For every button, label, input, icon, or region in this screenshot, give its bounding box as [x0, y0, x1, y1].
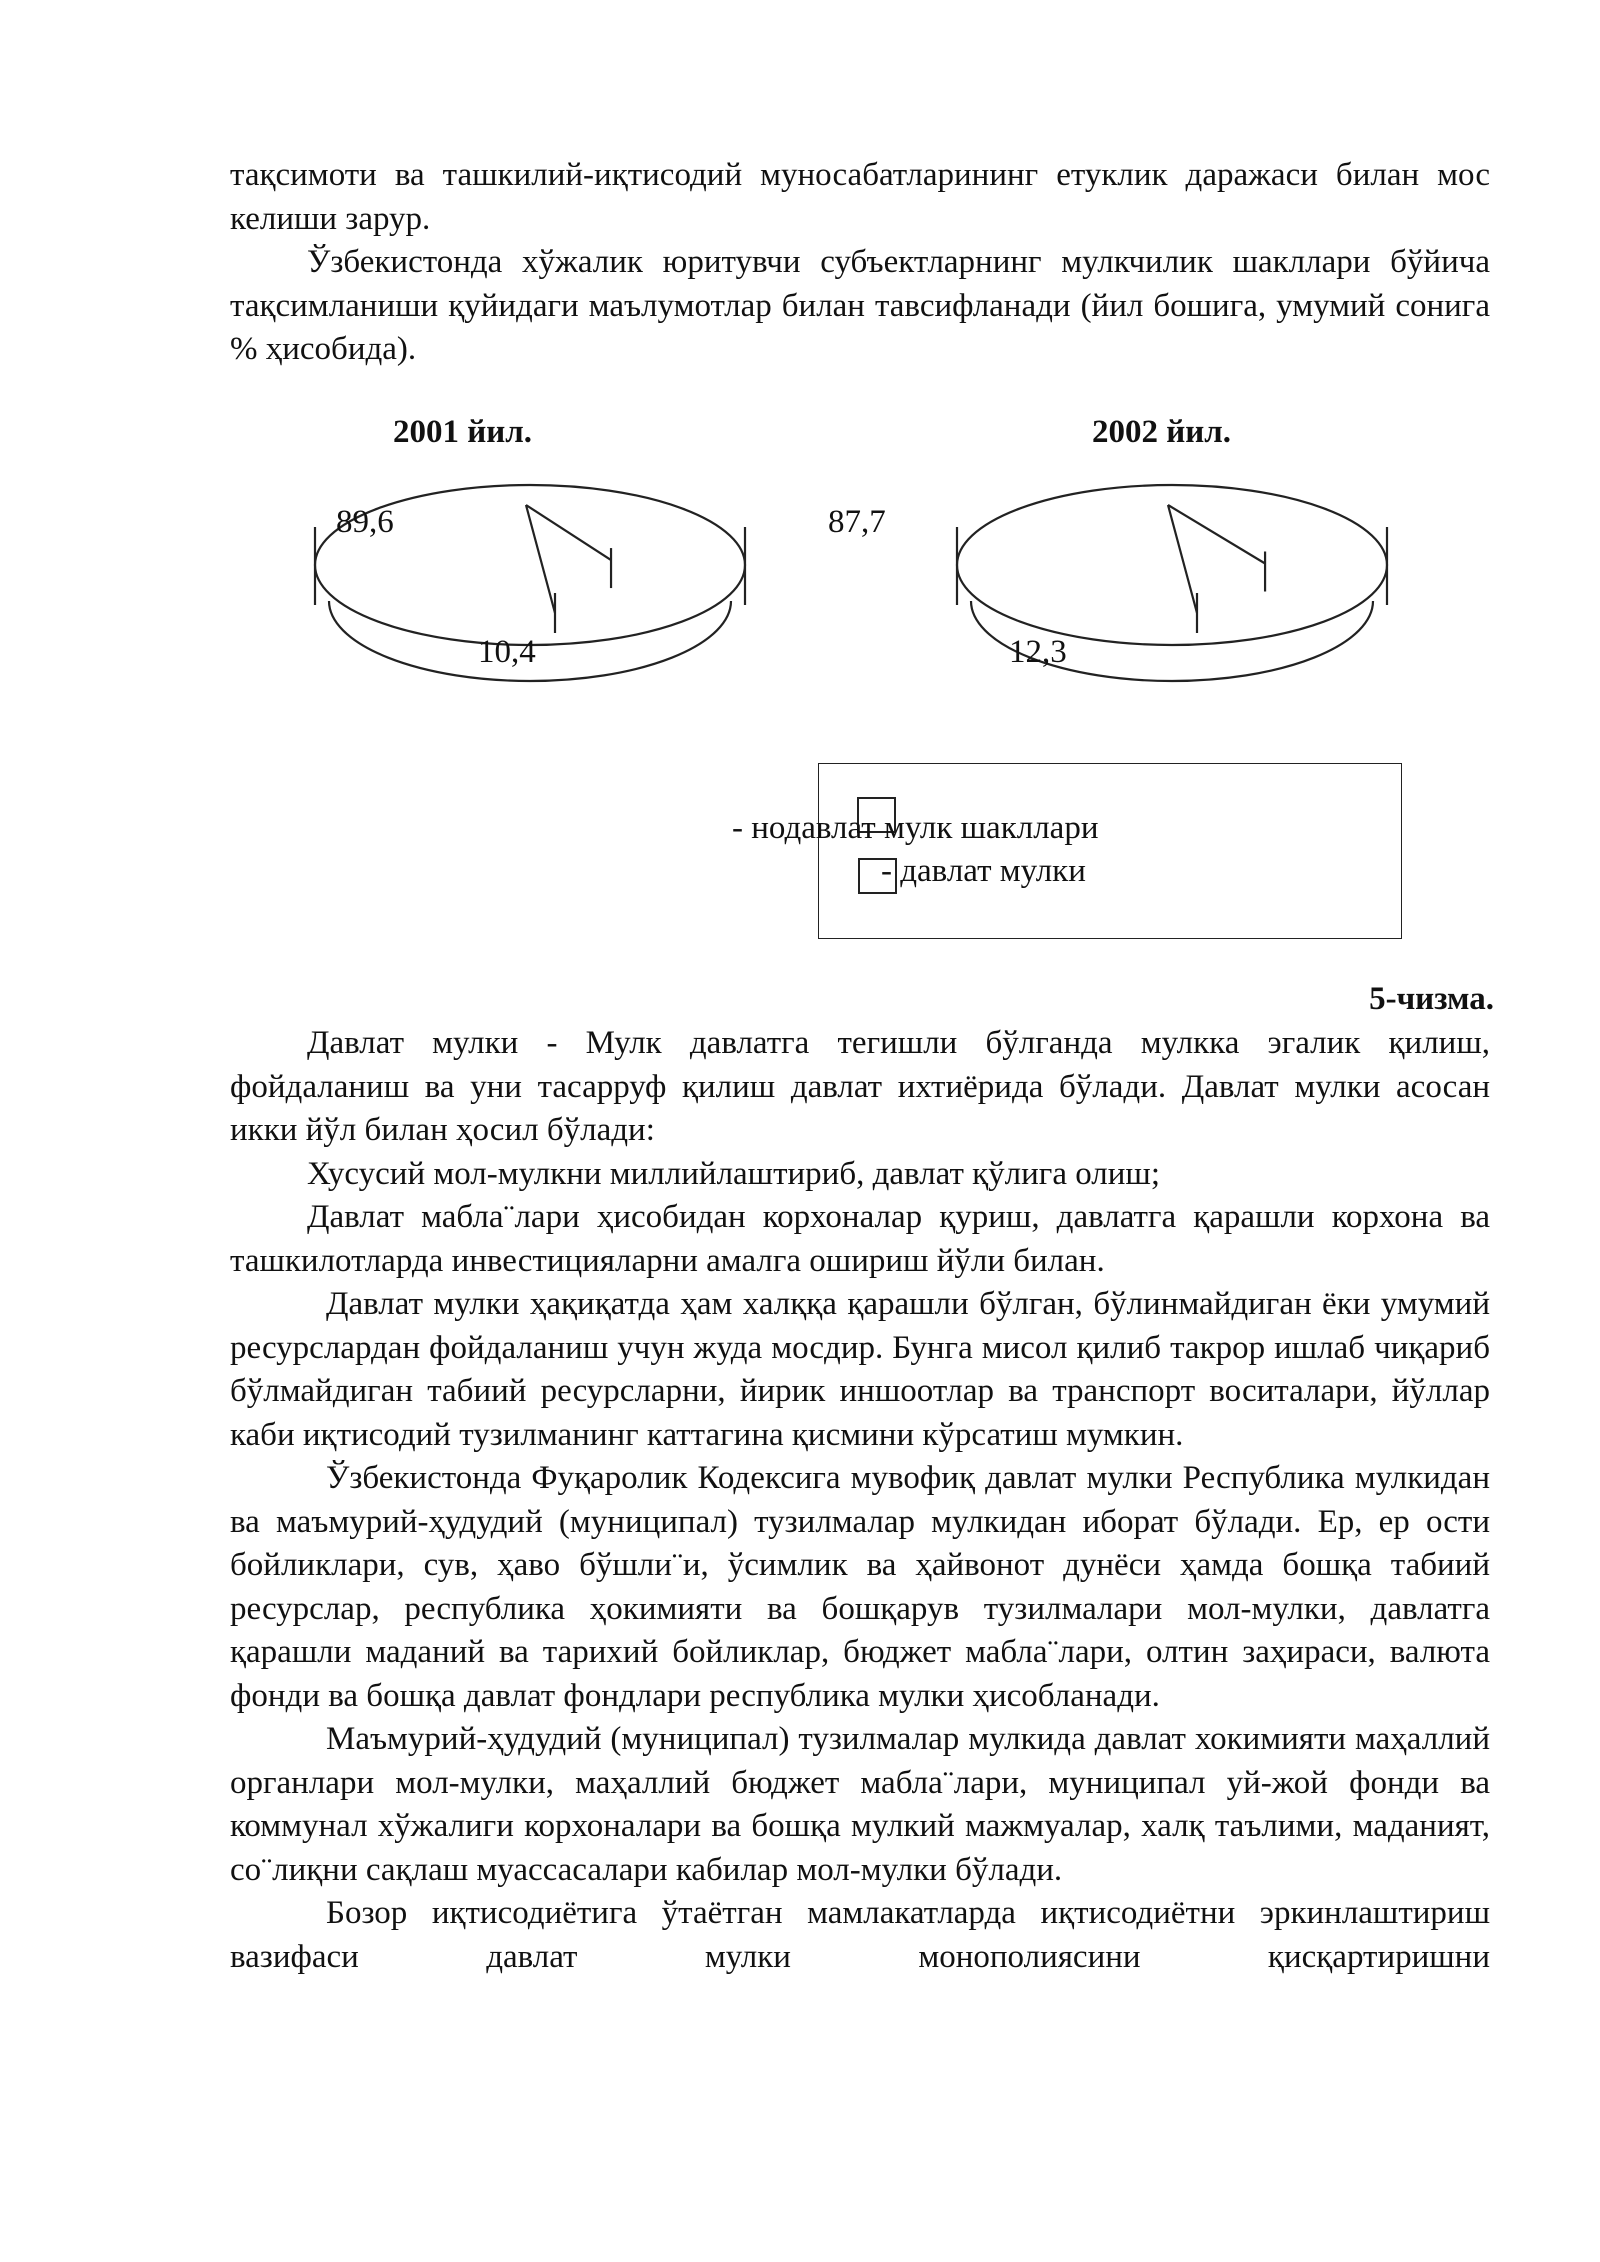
body-text: [230, 1022, 1490, 1979]
figure-caption: 5-чизма.: [1369, 981, 1494, 1017]
paragraph-municipal: Маъмурий-ҳудудий (муниципал) тузилмалар мулкида давлат хокимияти маҳаллий органлари мол-мулки, маҳаллий бюджет маблa¨лари, муниципал уй-жой фонди ва коммунал хўжалиги корхоналари ва бошқа мулкий мажмуалар, халқ таълими, маданият, со¨лиқни сақлаш муассасалари кабилар мол-мулки бўлади.: [230, 1721, 1490, 1888]
chart-title-2002: 2002 йил.: [1092, 414, 1232, 450]
legend-box: [818, 763, 1402, 939]
paragraph-continued: тақсимоти ва ташкилий-иқтисодий муносабатларининг етуклик даражаси билан мос келиши зарур.: [230, 157, 1490, 237]
value-label-2002-state: 12,3: [1009, 634, 1067, 670]
value-label-2002-nonstate: 87,7: [828, 504, 886, 540]
paragraph-distribution-intro: Ўзбекистонда хўжалик юритувчи субъектларнинг мулкчилик шакллари бўйича тақсимланиши қуйидаги маълумотлар билан тавсифланади (йил бошига, умумий сонига % ҳисобида).: [230, 244, 1490, 367]
legend-label-nonstate: - нодавлат мулк шакллари: [732, 810, 1099, 846]
value-label-2001-state: 10,4: [478, 634, 536, 670]
chart-title-2001: 2001 йил.: [393, 414, 533, 450]
paragraph-way-2: Давлат маблa¨лари ҳисобидан корхоналар қуриш, давлатга қарашли корхона ва ташкилотларда инвестицияларни амалга ошириш йўли билан.: [230, 1199, 1490, 1279]
value-label-2001-nonstate: 89,6: [336, 504, 394, 540]
paragraph-state-property-def: Давлат мулки - Мулк давлатга тегишли бўлганда мулкка эгалик қилиш, фойдаланиш ва уни тасарруф қилиш давлат ихтиёрида бўлади. Давлат мулки асосан икки йўл билан ҳосил бўлади:: [230, 1025, 1490, 1148]
paragraph-state-property-use: Давлат мулки ҳақиқатда ҳам халққа қарашли бўлган, бўлинмайдиган ёки умумий ресурслардан фойдаланиш учун жуда мосдир. Бунга мисол қилиб такрор ишлаб чиқариб бўлмайдиган табиий ресурсларни, йирик иншоотлар ва транспорт воситалари, йўллар каби иқтисодий тузилманинг каттагина қисмини кўрсатиш мумкин.: [230, 1286, 1490, 1453]
paragraph-civil-code: Ўзбекистонда Фуқаролик Кодексига мувофиқ давлат мулки Республика мулкидан ва маъмурий-ҳудудий (муниципал) тузилмалар мулкидан иборат бўлади. Ер, ер ости бойликлари, сув, ҳаво бўшли¨и, ўсимлик ва ҳайвонот дунёси ҳамда бошқа табиий ресурслар, республика ҳокимияти ва бошқарув тузилмалари мол-мулки, давлатга қарашли маданий ва тарихий бойликлар, бюджет маблa¨лари, олтин заҳираси, валюта фонди ва бошқа давлат фондлари республика мулки ҳисобланади.: [230, 1460, 1490, 1714]
slice-edge-line: [1168, 505, 1197, 613]
paragraph-way-1: Хусусий мол-мулкни миллийлаштириб, давлат қўлига олиш;: [307, 1155, 1161, 1192]
paragraph-market-economy: Бозор иқтисодиётига ўтаётган мамлакатларда иқтисодиётни эркинлаштириш вазифаси давлат мулки монополиясини қисқартиришни: [230, 1895, 1490, 1975]
legend-label-state: - давлат мулки: [881, 853, 1086, 889]
slice-edge-line: [1168, 505, 1265, 563]
pie-top-ellipse: [957, 485, 1387, 645]
